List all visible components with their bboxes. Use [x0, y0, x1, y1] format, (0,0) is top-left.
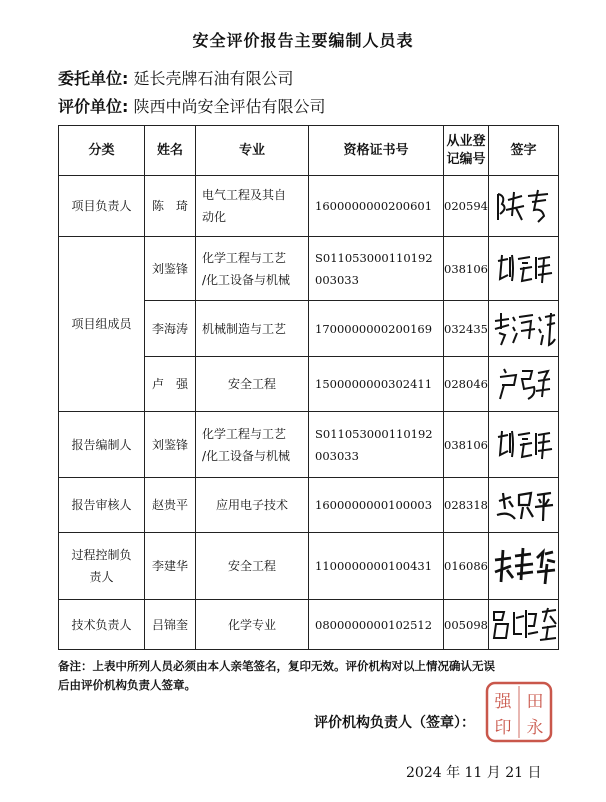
- evaluator-value: 陕西中尚安全评估有限公司: [133, 97, 326, 116]
- major-cell: 机械制造与工艺: [196, 301, 309, 357]
- handwritten-signature: [493, 485, 555, 525]
- signature-cell: [489, 478, 559, 533]
- header-cert: 资格证书号: [309, 126, 444, 176]
- category-cell: 报告编制人: [59, 412, 145, 478]
- seal-char-3: 印: [494, 718, 512, 738]
- handwritten-signature: [492, 186, 556, 226]
- client-value: 延长壳牌石油有限公司: [133, 69, 294, 88]
- official-seal-stamp: [484, 680, 554, 744]
- cert-cell: 1100000000100431: [309, 533, 444, 600]
- remark-line-1: 备注：上表中所列人员必须由本人亲笔签名，复印无效。评价机构对以上情况确认无误: [58, 659, 495, 673]
- major-cell: 安全工程: [196, 357, 309, 412]
- evaluator-label: 评价单位:: [58, 97, 129, 116]
- table-row: [59, 600, 559, 650]
- signature-cell: [489, 600, 559, 650]
- table-row: [59, 533, 559, 600]
- name-cell: 刘鉴锋: [145, 237, 196, 301]
- header-row: [59, 126, 559, 176]
- cert-cell: 1700000000200169: [309, 301, 444, 357]
- signature-cell: [489, 412, 559, 478]
- category-cell: 项目组成员: [59, 237, 145, 412]
- cert-cell: S011053000110192 003033: [309, 412, 444, 478]
- handwritten-signature: [494, 363, 554, 405]
- name-cell: 赵贵平: [145, 478, 196, 533]
- header-reg: 从业登 记编号: [444, 126, 489, 176]
- reg-cell: 020594: [444, 176, 489, 237]
- reg-cell: 038106: [444, 412, 489, 478]
- evaluator-line: [58, 94, 326, 117]
- cert-cell: 1500000000302411: [309, 357, 444, 412]
- director-signature-label: 评价机构负责人（签章）：: [314, 715, 475, 731]
- name-cell: 李海涛: [145, 301, 196, 357]
- remark-line-2: 后由评价机构负责人签章。: [58, 678, 196, 692]
- category-cell: 技术负责人: [59, 600, 145, 650]
- category-cell: 报告审核人: [59, 478, 145, 533]
- cert-cell: S011053000110192 003033: [309, 237, 444, 301]
- cert-cell: 1600000000200601: [309, 176, 444, 237]
- major-cell: 电气工程及其自 动化: [196, 176, 309, 237]
- signature-cell: [489, 533, 559, 600]
- major-cell: 安全工程: [196, 533, 309, 600]
- signature-cell: [489, 176, 559, 237]
- name-cell: 卢 强: [145, 357, 196, 412]
- header-category: 分类: [59, 126, 145, 176]
- name-cell: 陈 琦: [145, 176, 196, 237]
- category-cell: 项目负责人: [59, 176, 145, 237]
- header-name: 姓名: [145, 126, 196, 176]
- name-cell: 刘鉴锋: [145, 412, 196, 478]
- header-major: 专业: [196, 126, 309, 176]
- cert-cell: 1600000000100003: [309, 478, 444, 533]
- major-cell: 化学工程与工艺 /化工设备与机械: [196, 237, 309, 301]
- document-title: 安全评价报告主要编制人员表: [192, 31, 414, 50]
- reg-cell: 032435: [444, 301, 489, 357]
- reg-cell: 038106: [444, 237, 489, 301]
- handwritten-signature: [491, 544, 557, 588]
- category-cell: 过程控制负 责人: [59, 533, 145, 600]
- document-date: 2024 年 11 月 21 日: [406, 765, 542, 781]
- handwritten-signature: [492, 425, 556, 465]
- client-label: 委托单位:: [58, 69, 129, 88]
- seal-char-2: 田: [526, 692, 544, 712]
- reg-cell: 028318: [444, 478, 489, 533]
- table-row: [59, 412, 559, 478]
- major-cell: 化学工程与工艺 /化工设备与机械: [196, 412, 309, 478]
- reg-cell: 016086: [444, 533, 489, 600]
- personnel-table: [58, 125, 559, 650]
- signature-cell: [489, 237, 559, 301]
- handwritten-signature: [490, 604, 558, 646]
- client-line: [58, 66, 294, 89]
- reg-cell: 005098: [444, 600, 489, 650]
- major-cell: 化学专业: [196, 600, 309, 650]
- seal-char-4: 永: [526, 718, 544, 738]
- signature-cell: [489, 301, 559, 357]
- table-row: [59, 176, 559, 237]
- major-cell: 应用电子技术: [196, 478, 309, 533]
- name-cell: 李建华: [145, 533, 196, 600]
- seal-char-1: 强: [494, 692, 512, 712]
- header-signature: 签字: [489, 126, 559, 176]
- table-row: [59, 237, 559, 301]
- reg-cell: 028046: [444, 357, 489, 412]
- handwritten-signature: [491, 307, 557, 351]
- signature-cell: [489, 357, 559, 412]
- handwritten-signature: [492, 249, 556, 289]
- table-row: [59, 478, 559, 533]
- cert-cell: 0800000000102512: [309, 600, 444, 650]
- name-cell: 吕锦奎: [145, 600, 196, 650]
